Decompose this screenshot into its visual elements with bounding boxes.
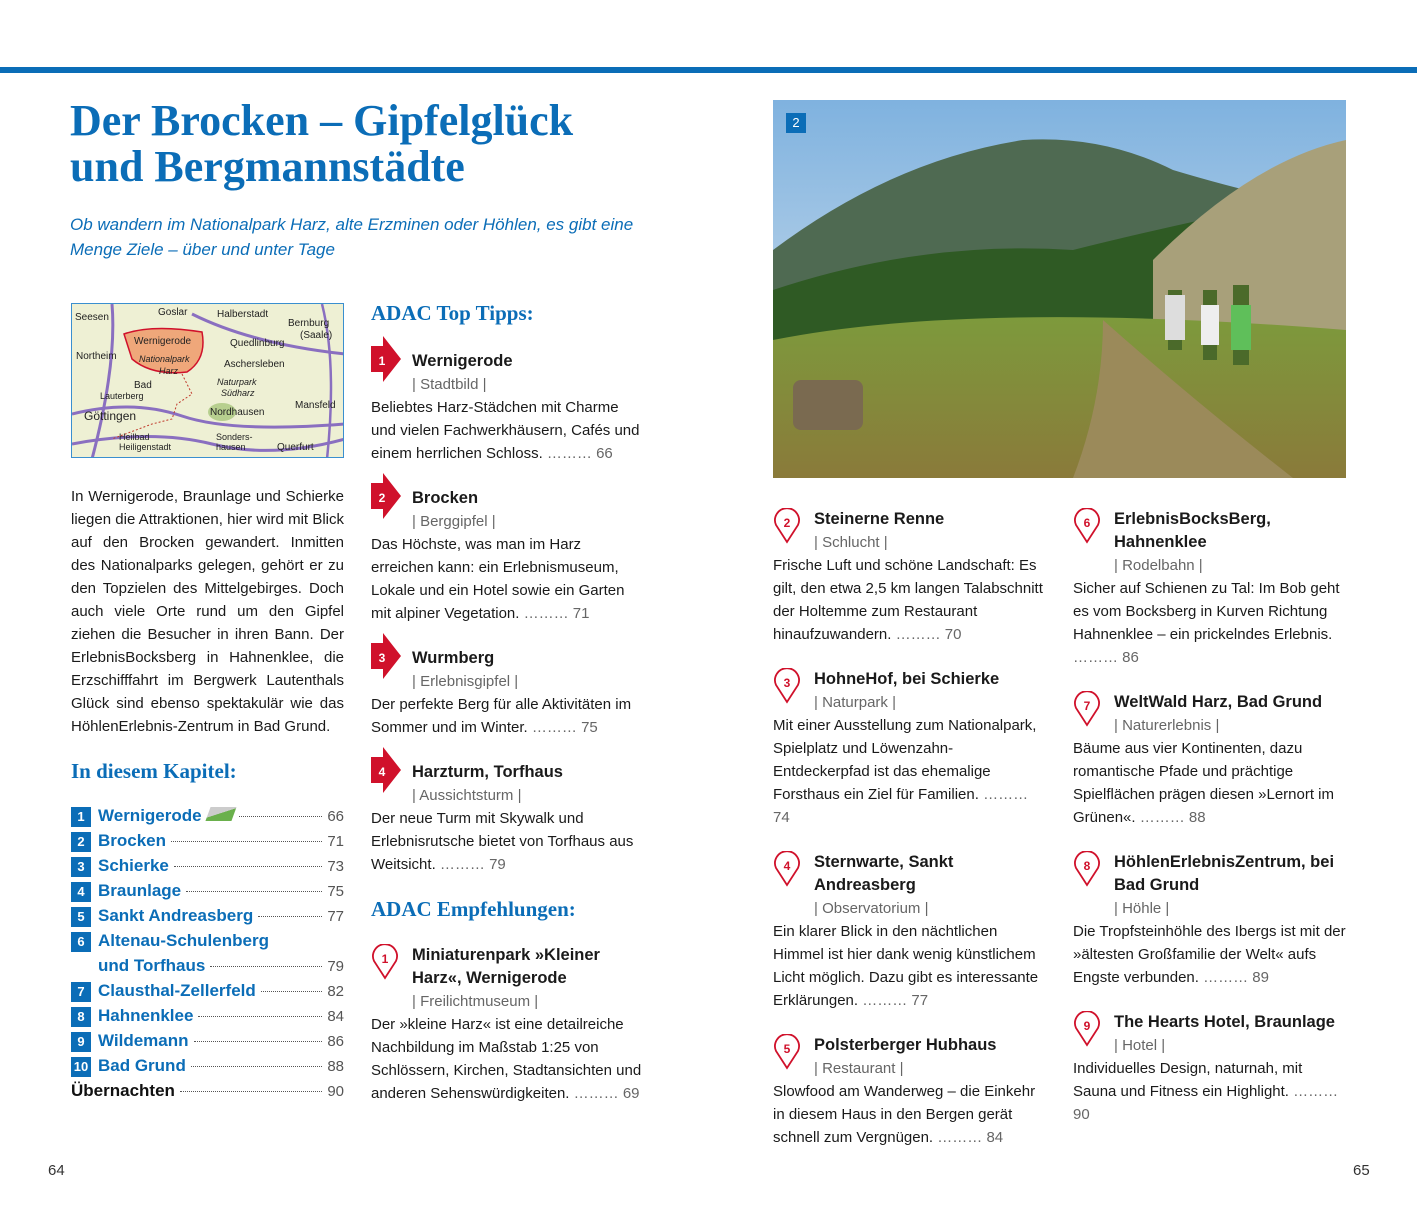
- entry-page: 69: [622, 1085, 640, 1102]
- entry-number: 9: [1083, 1019, 1091, 1033]
- toc-label: Sankt Andreasberg: [98, 906, 254, 925]
- entry-text: Der »kleine Harz« ist eine detailreiche Nachbildung im Maßstab 1:25 von Schlössern, Kirchen, Stadtansichten und anderen Sehenswürdigkeiten. ……… 69: [371, 1016, 642, 1102]
- toc-label: Brocken: [98, 831, 167, 850]
- entry-category: | Höhle |: [1114, 900, 1170, 917]
- entry-title: Harzturm, Torfhaus: [412, 763, 563, 781]
- entry-title: Polsterberger Hubhaus: [814, 1036, 997, 1054]
- entry-text: Individuelles Design, naturnah, mit Sauna und Fitness ein Highlight. ……… 90: [1073, 1060, 1339, 1123]
- toc-item[interactable]: [71, 929, 344, 954]
- svg-text:Mansfeld: Mansfeld: [295, 400, 336, 411]
- toc-label: Wernigerode: [98, 806, 202, 825]
- entry-category: | Erlebnisgipfel |: [412, 673, 519, 690]
- entry-page: 86: [1122, 649, 1139, 666]
- svg-text:Aschersleben: Aschersleben: [224, 359, 285, 370]
- entry-text: Der neue Turm mit Skywalk und Erlebnisrutsche bietet von Torfhaus aus Weitsicht. ……… 79: [371, 810, 634, 873]
- recommendation-entry[interactable]: [1073, 851, 1346, 989]
- entry-title: WeltWald Harz, Bad Grund: [1114, 693, 1323, 711]
- toc-label: und Torfhaus: [98, 956, 206, 975]
- toc-page: 71: [327, 833, 344, 850]
- entry-text: Sicher auf Schienen zu Tal: Im Bob geht es vom Bocksberg in Kurven Richtung Hahnenklee – ein prickelndes Erlebnis. ……… 86: [1073, 580, 1340, 666]
- toc-page: 73: [327, 858, 344, 875]
- chapter-number-badge: 8: [71, 1007, 91, 1027]
- toc-item[interactable]: [71, 879, 344, 904]
- entry-title: ErlebnisBocksBerg, Hahnenklee: [1114, 510, 1271, 551]
- page-title: Der Brocken – Gipfelglück und Bergmannstädte: [70, 96, 574, 191]
- svg-text:Sonders-: Sonders-: [216, 432, 253, 442]
- entry-page: 88: [1188, 809, 1206, 826]
- entry-number: 7: [1083, 699, 1091, 713]
- recommendation-entry[interactable]: [773, 851, 1046, 1012]
- left-text-column: [71, 485, 344, 1104]
- top-tip-entry[interactable]: [371, 761, 644, 876]
- toc-item[interactable]: [71, 904, 344, 929]
- entry-number: 3: [783, 676, 791, 690]
- entry-page: 90: [1073, 1106, 1090, 1123]
- chapter-number-badge: 7: [71, 982, 91, 1002]
- toc-heading: In diesem Kapitel:: [71, 759, 237, 783]
- entry-title: Steinerne Renne: [814, 510, 945, 528]
- svg-text:Göttingen: Göttingen: [84, 409, 137, 423]
- toc-page: 88: [327, 1058, 344, 1075]
- entry-title: Wernigerode: [412, 352, 513, 370]
- entry-category: | Naturpark |: [814, 694, 896, 711]
- toc-page: 75: [327, 883, 344, 900]
- chapter-number-badge: 9: [71, 1032, 91, 1052]
- entry-text: Beliebtes Harz-Städchen mit Charme und vielen Fachwerkhäusern, Cafés und einem herrlichen Schloss. ……… 66: [371, 399, 640, 462]
- entry-number: 1: [381, 952, 389, 966]
- entry-title: Sternwarte, Sankt Andreasberg: [814, 853, 954, 894]
- svg-text:Nordhausen: Nordhausen: [210, 407, 265, 418]
- toc-label: Clausthal-Zellerfeld: [98, 981, 256, 1000]
- svg-text:Heilbad: Heilbad: [119, 432, 150, 442]
- svg-text:Querfurt: Querfurt: [277, 442, 314, 453]
- toc-label: Schierke: [98, 856, 169, 875]
- region-map: [71, 303, 344, 458]
- recommendations-column-3: [773, 508, 1046, 1171]
- top-tips-column: [371, 300, 644, 1105]
- chapter-number-badge: 2: [71, 832, 91, 852]
- chapter-number-badge: 3: [71, 857, 91, 877]
- entry-text: Die Tropfsteinhöhle des Ibergs ist mit der »ältesten Großfamilie der Welt« aufs Engste verbunden. ……… 89: [1073, 923, 1346, 986]
- svg-text:Wernigerode: Wernigerode: [134, 336, 192, 347]
- entry-page: 75: [581, 719, 598, 736]
- entry-text: Mit einer Ausstellung zum Nationalpark, Spielplatz und Löwenzahn-Entdeckerpfad ist das ehemalige Forsthaus ein Ziel für Familien. ……… 74: [773, 717, 1037, 826]
- entry-title: Miniaturenpark »Kleiner Harz«, Wernigerode: [412, 946, 600, 987]
- entry-title: The Hearts Hotel, Braunlage: [1114, 1013, 1335, 1031]
- top-rule: [0, 67, 1417, 73]
- toc-page: 79: [327, 958, 344, 975]
- entry-page: 66: [596, 445, 613, 462]
- entry-text: Ein klarer Blick in den nächtlichen Himmel ist hier dank wenig künstlichem Licht möglich. Dazu gibt es interessante Erklärungen. ……… 77: [773, 923, 1039, 1009]
- recommendation-entry[interactable]: [1073, 1011, 1346, 1126]
- recommendation-entry[interactable]: [773, 1034, 1046, 1149]
- chapter-number-badge: 1: [71, 807, 91, 827]
- svg-text:hausen: hausen: [216, 442, 246, 452]
- entry-category: | Schlucht |: [814, 534, 888, 551]
- entry-title: HohneHof, bei Schierke: [814, 670, 1000, 688]
- svg-text:(Saale): (Saale): [300, 330, 333, 341]
- entry-title: HöhlenErlebnisZentrum, bei Bad Grund: [1114, 853, 1335, 894]
- chapter-toc: [71, 758, 344, 1104]
- toc-page: 86: [327, 1033, 344, 1050]
- svg-text:Quedlinburg: Quedlinburg: [230, 338, 285, 349]
- toc-page: 82: [327, 983, 344, 1000]
- toc-item[interactable]: [71, 804, 344, 829]
- top-tip-entry[interactable]: [371, 487, 644, 625]
- toc-label: Wildemann: [98, 1031, 189, 1050]
- recommendation-entry[interactable]: [773, 508, 1046, 646]
- entry-number: 8: [1083, 859, 1091, 873]
- entry-text: Das Höchste, was man im Harz erreichen kann: ein Erlebnismuseum, Lokale und ein Hotel sowie ein Garten mit alpiner Vegetation. ……… 71: [371, 536, 625, 622]
- svg-text:Lauterberg: Lauterberg: [100, 391, 144, 401]
- svg-text:Südharz: Südharz: [221, 388, 255, 398]
- page-number-left: 64: [48, 1162, 65, 1179]
- recommendation-entry[interactable]: [773, 668, 1046, 829]
- entry-category: | Restaurant |: [814, 1060, 904, 1077]
- entry-page: 70: [944, 626, 962, 643]
- entry-number: 4: [378, 765, 386, 779]
- toc-label: Altenau-Schulenberg: [98, 931, 269, 950]
- toc-label: Hahnenklee: [98, 1006, 194, 1025]
- entry-number: 2: [783, 516, 791, 530]
- recommendation-entry[interactable]: [1073, 691, 1346, 829]
- toc-item[interactable]: [71, 854, 344, 879]
- chapter-number-badge: 6: [71, 932, 91, 952]
- entry-page: 77: [911, 992, 929, 1009]
- svg-text:Halberstadt: Halberstadt: [217, 309, 269, 320]
- entry-number: 6: [1083, 516, 1091, 530]
- top-tip-entry[interactable]: [371, 647, 644, 739]
- toc-item-uebernachten[interactable]: Übernachten 90: [71, 1081, 344, 1100]
- svg-text:Naturpark: Naturpark: [217, 377, 257, 387]
- svg-text:Goslar: Goslar: [158, 307, 188, 318]
- entry-category: | Stadtbild |: [412, 376, 487, 393]
- chapter-number-badge: 10: [71, 1057, 91, 1077]
- entry-text: Der perfekte Berg für alle Aktivitäten im Sommer und im Winter. ……… 75: [371, 696, 632, 736]
- subtitle: Ob wandern im Nationalpark Harz, alte Erzminen oder Höhlen, es gibt eine Menge Ziele – über und unter Tage: [70, 215, 634, 259]
- svg-text:Heiligenstadt: Heiligenstadt: [119, 442, 172, 452]
- entry-text: Bäume aus vier Kontinenten, dazu romantische Pfade und prächtige Spielflächen prägen diesen »Lernort im Grünen«. ……… 88: [1073, 740, 1334, 826]
- entry-category: | Hotel |: [1114, 1037, 1166, 1054]
- toc-label: Bad Grund: [98, 1056, 186, 1075]
- entry-title: Brocken: [412, 489, 479, 507]
- toc-item[interactable]: [71, 979, 344, 1004]
- toc-page: 66: [327, 808, 344, 825]
- entry-category: | Naturerlebnis |: [1114, 717, 1220, 734]
- entry-page: 89: [1252, 969, 1269, 986]
- toc-page: 84: [327, 1008, 344, 1025]
- entry-text: Slowfood am Wanderweg – die Einkehr in diesem Haus in den Bergen gerät schnell zum Vergnügen. ……… 84: [773, 1083, 1036, 1146]
- svg-text:Bad: Bad: [134, 380, 152, 391]
- chapter-number-badge: 5: [71, 907, 91, 927]
- entry-number: 5: [783, 1042, 791, 1056]
- map-section-icon: [205, 807, 236, 821]
- svg-text:Seesen: Seesen: [75, 312, 109, 323]
- entry-text: Frische Luft und schöne Landschaft: Es gilt, den etwa 2,5 km langen Talabschnitt der Holtemme zum Restaurant hinaufzuwandern. ……… 70: [773, 557, 1043, 643]
- entry-number: 4: [783, 859, 791, 873]
- entry-category: | Aussichtsturm |: [412, 787, 522, 804]
- recommendations-column-4: [1073, 508, 1346, 1148]
- toc-item[interactable]: [71, 1029, 344, 1054]
- entry-title: Wurmberg: [412, 649, 495, 667]
- svg-text:Northeim: Northeim: [76, 351, 117, 362]
- toc-item[interactable]: [71, 829, 344, 854]
- entry-category: | Rodelbahn |: [1114, 557, 1203, 574]
- svg-text:Bernburg: Bernburg: [288, 318, 330, 329]
- svg-text:Harz: Harz: [159, 366, 179, 376]
- recommendations-heading: ADAC Empfehlungen:: [371, 897, 576, 921]
- photo-brocken-hikers: [773, 100, 1346, 478]
- toc-page: 77: [327, 908, 344, 925]
- chapter-number-badge: 4: [71, 882, 91, 902]
- page-number-right: 65: [1353, 1162, 1370, 1179]
- toc-item[interactable]: [71, 1054, 344, 1079]
- svg-text:Nationalpark: Nationalpark: [139, 354, 190, 364]
- entry-number: 1: [378, 354, 386, 368]
- toc-label: Braunlage: [98, 881, 182, 900]
- entry-category: | Berggipfel |: [412, 513, 496, 530]
- entry-category: | Observatorium |: [814, 900, 929, 917]
- entry-number: 3: [378, 651, 386, 665]
- intro-text: In Wernigerode, Braunlage und Schierke liegen die Attraktionen, hier wird mit Blick auf den Brocken gewandert. Inmitten des Nationalparks gelegen, gehört er zu den Topzielen des Mittelgebirges. Doch auch viele Orte rund um den Gipfel ziehen die Besucher in ihren Bann. Der ErlebnisBocksberg in Hahnenklee, die Erzschifffahrt im Bergwerk Lautenthals Glück sind ebenso spektakulär wie das HöhlenErlebnis-Zentrum in Bad Grund.: [71, 488, 344, 735]
- toc-item[interactable]: [71, 1004, 344, 1029]
- entry-category: | Freilichtmuseum |: [412, 993, 539, 1010]
- recommendation-entry[interactable]: [371, 944, 644, 1105]
- top-tip-entry[interactable]: [371, 350, 644, 465]
- entry-number: 2: [378, 491, 386, 505]
- recommendation-entry[interactable]: [1073, 508, 1346, 669]
- toc-item-cont[interactable]: [71, 954, 344, 979]
- entry-page: 71: [572, 605, 590, 622]
- top-tips-heading: ADAC Top Tipps:: [371, 301, 534, 325]
- entry-page: 84: [986, 1129, 1004, 1146]
- photo-number-badge: 2: [786, 113, 806, 133]
- entry-page: 79: [489, 856, 506, 873]
- entry-page: 74: [773, 809, 790, 826]
